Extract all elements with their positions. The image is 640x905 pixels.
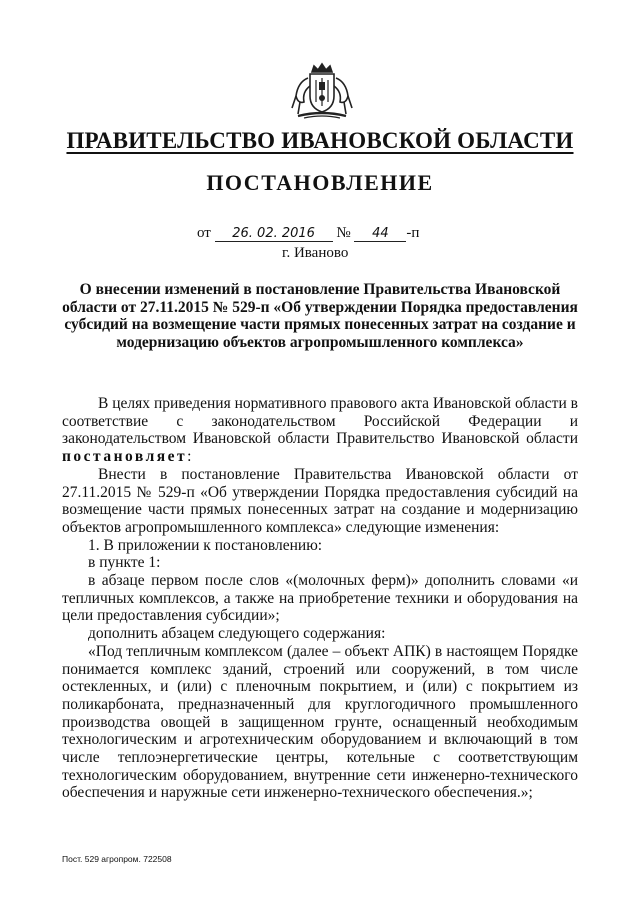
number-suffix: -п [406, 225, 420, 241]
footer-code: Пост. 529 агропром. 722508 [62, 854, 172, 864]
document-body [62, 395, 578, 802]
date-number-line [197, 225, 419, 242]
government-title: ПРАВИТЕЛЬСТВО ИВАНОВСКОЙ ОБЛАСТИ [66, 128, 574, 153]
number-prefix: № [336, 225, 351, 241]
resolution-heading: О внесении изменений в постановление Правительства Ивановской области от 27.11.2015 № 529-п «Об утверждении Порядка предоставления субсидий на возмещение части прямых понесенных затрат на создание и модернизацию объектов агропромышленного комплекса» [62, 281, 578, 351]
document-type: ПОСТАНОВЛЕНИЕ [206, 170, 434, 195]
paragraph-preamble [62, 395, 578, 466]
preamble-colon: : [187, 448, 192, 466]
paragraph-item-1: 1. В приложении к постановлению: [88, 536, 323, 554]
coat-of-arms-icon [290, 62, 354, 122]
handwritten-number: 44 [354, 227, 406, 242]
date-prefix: от [197, 225, 211, 241]
paragraph-clause-1: в пункте 1: [88, 554, 161, 572]
paragraph-greenhouse-definition: «Под тепличным комплексом (далее – объект АПК) в настоящем Порядке понимается комплекс зданий, строений или сооружений, в том числе остекленных, и (или) с пленочным покрытием, и (или) с покрытием из поликарбоната, предназначенный для круглогодичного промышленного производства овощей в защищенном грунте, оснащенный необходимым технологическим и агротехническим оборудованием и включающий в том числе теплоэнергетические центры, котельные с соответствующим технологическим оборудованием, внутренние сети инженерно-технического обеспечения и наружные сети инженерно-технического обеспечения.»; [62, 642, 578, 802]
handwritten-date: 26. 02. 2016 [215, 227, 333, 242]
paragraph-add-abzac: дополнить абзацем следующего содержания: [88, 625, 386, 643]
paragraph-amend: Внести в постановление Правительства Ивановской области от 27.11.2015 № 529-п «Об утверждении Порядка предоставления субсидий на возмещение части прямых понесенных затрат на создание и модернизацию объектов агропромышленного комплекса» следующие изменения: [62, 465, 578, 536]
preamble-text: В целях приведения нормативного правового акта Ивановской области в соответствие с законодательством Российской Федерации и законодательством Ивановской области Правительство Ивановской области [62, 395, 578, 448]
city: г. Иваново [282, 245, 349, 261]
paragraph-first-abzac: в абзаце первом после слов «(молочных ферм)» дополнить словами «и тепличных комплексов, а также на приобретение техники и оборудования на цели предоставления субсидии»; [62, 572, 578, 625]
preamble-spaced-word: постановляет [62, 448, 188, 466]
